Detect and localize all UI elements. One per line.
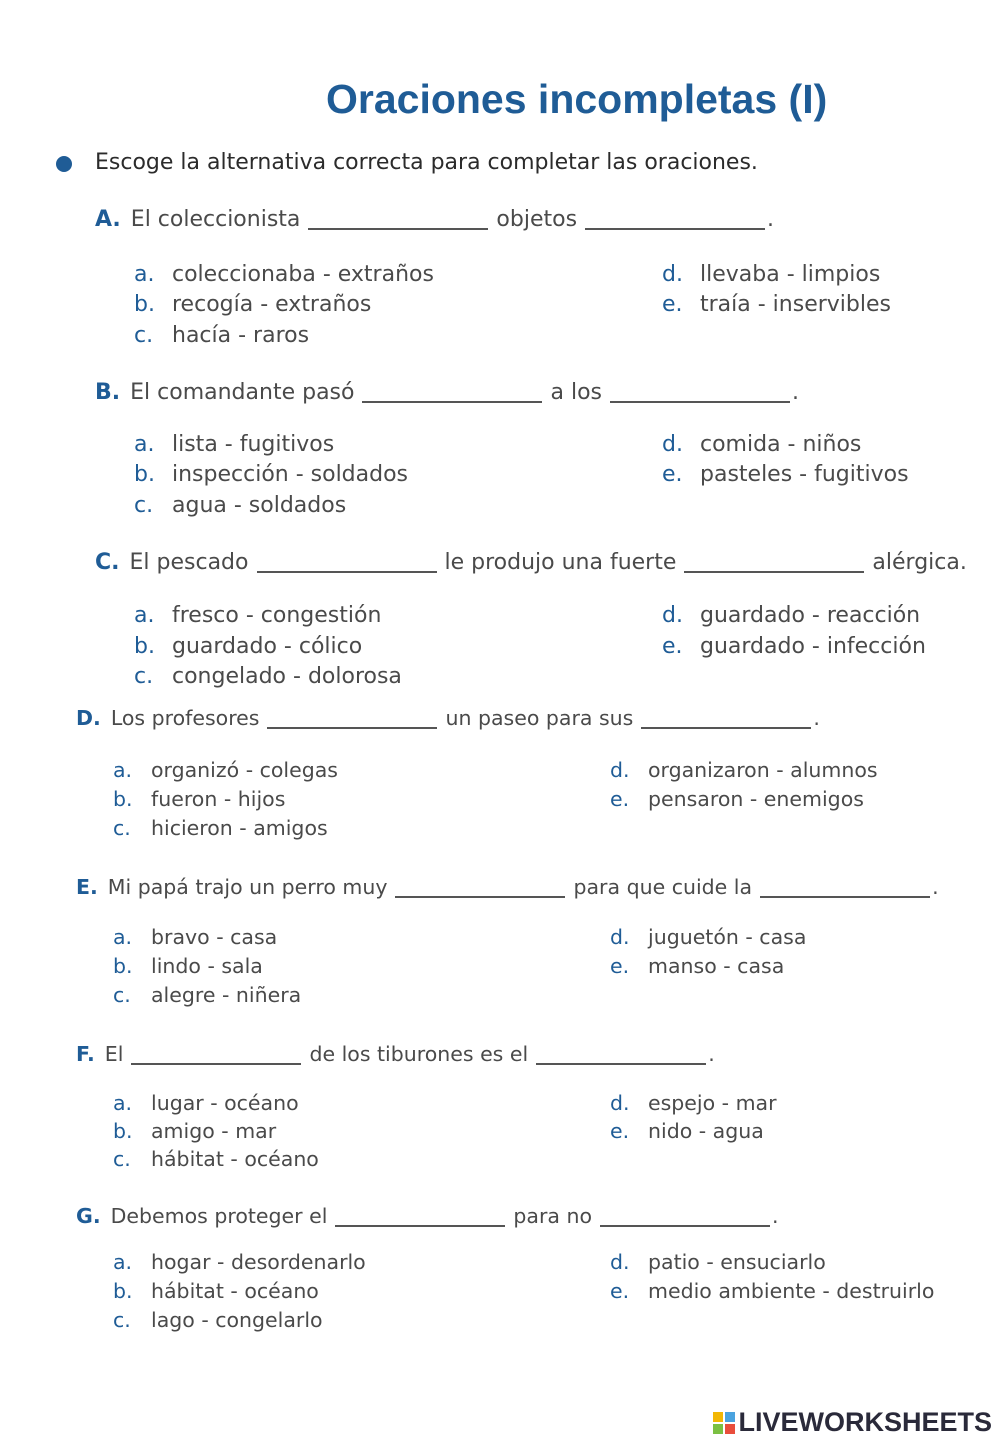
option-letter: d.	[610, 925, 630, 949]
option-a[interactable]	[113, 1250, 366, 1274]
option-letter: c.	[134, 323, 154, 348]
answer-blank-2[interactable]	[600, 1225, 770, 1227]
option-letter: b.	[113, 1119, 133, 1143]
option-a[interactable]	[113, 1091, 299, 1115]
option-letter: c.	[113, 1147, 131, 1171]
logo-square	[725, 1412, 735, 1422]
option-text: lista - fugitivos	[172, 432, 335, 457]
option-letter: b.	[113, 787, 133, 811]
option-letter: a.	[134, 432, 155, 457]
option-a[interactable]	[134, 432, 334, 457]
option-letter: d.	[610, 1250, 630, 1274]
option-text: manso - casa	[648, 954, 785, 978]
option-letter: e.	[610, 954, 630, 978]
option-e[interactable]	[610, 787, 864, 811]
option-d[interactable]	[610, 1091, 777, 1115]
answer-blank-1[interactable]	[267, 727, 437, 729]
option-text: organizaron - alumnos	[648, 758, 878, 782]
option-text: espejo - mar	[648, 1091, 777, 1115]
answer-blank-1[interactable]	[335, 1225, 505, 1227]
option-e[interactable]	[610, 954, 784, 978]
option-c[interactable]	[113, 1147, 319, 1171]
option-letter: d.	[662, 432, 683, 457]
option-letter: d.	[662, 603, 683, 628]
question-letter: C.	[95, 550, 120, 575]
option-b[interactable]	[134, 634, 362, 659]
answer-blank-2[interactable]	[641, 727, 811, 729]
option-text: congelado - dolorosa	[172, 664, 402, 689]
instruction-text: Escoge la alternativa correcta para completar las oraciones.	[95, 150, 758, 175]
option-text: guardado - reacción	[700, 603, 921, 628]
page-title: Oraciones incompletas (I)	[326, 76, 828, 122]
option-a[interactable]	[113, 925, 277, 949]
sentence-part: Los profesores	[110, 706, 260, 730]
option-b[interactable]	[134, 462, 408, 487]
option-letter: e.	[662, 292, 683, 317]
option-c[interactable]	[134, 493, 346, 518]
option-text: hacía - raros	[172, 323, 310, 348]
sentence-part: .	[792, 380, 799, 405]
question-sentence	[95, 207, 774, 232]
question-letter: D.	[76, 706, 101, 730]
sentence-part: a los	[550, 380, 602, 405]
option-text: nido - agua	[648, 1119, 764, 1143]
bullet-icon	[56, 156, 72, 172]
option-d[interactable]	[610, 1250, 826, 1274]
option-text: hábitat - océano	[151, 1147, 319, 1171]
option-text: juguetón - casa	[648, 925, 807, 949]
option-e[interactable]	[662, 292, 891, 317]
option-b[interactable]	[113, 954, 263, 978]
option-letter: e.	[662, 634, 683, 659]
option-letter: d.	[610, 1091, 630, 1115]
option-c[interactable]	[134, 323, 309, 348]
option-b[interactable]	[113, 1279, 319, 1303]
option-letter: b.	[134, 462, 155, 487]
option-c[interactable]	[113, 1308, 323, 1332]
question-sentence	[76, 1204, 779, 1228]
option-text: hábitat - océano	[151, 1279, 319, 1303]
answer-blank-1[interactable]	[131, 1063, 301, 1065]
question-letter: B.	[95, 380, 121, 405]
option-text: guardado - infección	[700, 634, 926, 659]
option-letter: c.	[134, 664, 154, 689]
option-text: hicieron - amigos	[151, 816, 328, 840]
sentence-part: alérgica.	[872, 550, 967, 575]
option-letter: b.	[113, 1279, 133, 1303]
option-e[interactable]	[610, 1119, 764, 1143]
option-d[interactable]	[662, 262, 880, 287]
answer-blank-1[interactable]	[395, 896, 565, 898]
option-a[interactable]	[113, 758, 338, 782]
sentence-part: le produjo una fuerte	[444, 550, 677, 575]
option-a[interactable]	[134, 262, 434, 287]
option-letter: a.	[113, 925, 133, 949]
option-letter: b.	[134, 292, 155, 317]
option-letter: e.	[662, 462, 683, 487]
option-d[interactable]	[662, 603, 920, 628]
answer-blank-1[interactable]	[308, 228, 488, 230]
option-text: guardado - cólico	[172, 634, 363, 659]
question-letter: F.	[76, 1042, 95, 1066]
sentence-part: .	[767, 207, 775, 232]
question-sentence	[95, 550, 967, 575]
option-c[interactable]	[134, 664, 402, 689]
option-b[interactable]	[113, 1119, 276, 1143]
option-text: recogía - extraños	[172, 292, 372, 317]
logo-text: LIVEWORKSHEETS	[738, 1407, 992, 1437]
sentence-part: El coleccionista	[130, 207, 301, 232]
option-letter: c.	[113, 1308, 131, 1332]
sentence-part: .	[813, 706, 820, 730]
question-letter: A.	[95, 207, 121, 232]
sentence-part: objetos	[496, 207, 578, 232]
option-text: patio - ensuciarlo	[648, 1250, 826, 1274]
option-text: organizó - colegas	[151, 758, 338, 782]
option-letter: e.	[610, 787, 630, 811]
option-a[interactable]	[134, 603, 381, 628]
answer-blank-1[interactable]	[362, 401, 542, 403]
answer-blank-2[interactable]	[760, 896, 930, 898]
option-text: comida - niños	[700, 432, 862, 457]
option-letter: c.	[113, 983, 131, 1007]
option-text: coleccionaba - extraños	[172, 262, 434, 287]
sentence-part: El comandante pasó	[130, 380, 355, 405]
answer-blank-1[interactable]	[257, 571, 437, 573]
option-text: amigo - mar	[151, 1119, 277, 1143]
option-e[interactable]	[662, 634, 926, 659]
option-letter: b.	[113, 954, 133, 978]
option-text: lugar - océano	[151, 1091, 299, 1115]
question-sentence	[76, 706, 820, 730]
answer-blank-2[interactable]	[536, 1063, 706, 1065]
option-text: medio ambiente - destruirlo	[648, 1279, 935, 1303]
option-d[interactable]	[610, 925, 806, 949]
question-sentence	[76, 1042, 715, 1066]
option-letter: a.	[113, 1091, 133, 1115]
sentence-part: Debemos proteger el	[110, 1204, 328, 1228]
option-b[interactable]	[113, 787, 285, 811]
sentence-part: .	[708, 1042, 715, 1066]
option-letter: c.	[134, 493, 154, 518]
option-e[interactable]	[610, 1279, 934, 1303]
sentence-part: Mi papá trajo un perro muy	[107, 875, 388, 899]
question-letter: E.	[76, 875, 98, 899]
option-letter: a.	[134, 603, 155, 628]
option-letter: a.	[134, 262, 155, 287]
option-text: fueron - hijos	[151, 787, 286, 811]
sentence-part: El	[104, 1042, 124, 1066]
answer-blank-2[interactable]	[585, 228, 765, 230]
option-text: fresco - congestión	[172, 603, 382, 628]
liveworksheets-logo[interactable]	[713, 1407, 992, 1438]
option-text: agua - soldados	[172, 493, 347, 518]
option-d[interactable]	[610, 758, 878, 782]
option-text: bravo - casa	[151, 925, 278, 949]
option-letter: a.	[113, 1250, 133, 1274]
question-sentence	[76, 875, 939, 899]
logo-icon	[713, 1412, 735, 1434]
option-text: llevaba - limpios	[700, 262, 881, 287]
option-letter: d.	[610, 758, 630, 782]
option-letter: a.	[113, 758, 133, 782]
option-letter: e.	[610, 1119, 630, 1143]
sentence-part: para que cuide la	[573, 875, 753, 899]
option-e[interactable]	[662, 462, 909, 487]
sentence-part: para no	[513, 1204, 593, 1228]
sentence-part: de los tiburones es el	[309, 1042, 529, 1066]
question-letter: G.	[76, 1204, 101, 1228]
option-c[interactable]	[113, 816, 328, 840]
option-text: inspección - soldados	[172, 462, 409, 487]
sentence-part: un paseo para sus	[445, 706, 634, 730]
logo-square	[713, 1424, 723, 1434]
answer-blank-2[interactable]	[610, 401, 790, 403]
option-letter: b.	[134, 634, 155, 659]
option-c[interactable]	[113, 983, 301, 1007]
option-b[interactable]	[134, 292, 371, 317]
logo-square	[713, 1412, 723, 1422]
answer-blank-2[interactable]	[684, 571, 864, 573]
sentence-part: .	[932, 875, 939, 899]
question-sentence	[95, 380, 799, 405]
option-letter: c.	[113, 816, 131, 840]
sentence-part: El pescado	[129, 550, 249, 575]
option-letter: d.	[662, 262, 683, 287]
option-text: lago - congelarlo	[151, 1308, 323, 1332]
option-text: alegre - niñera	[151, 983, 302, 1007]
option-text: hogar - desordenarlo	[151, 1250, 366, 1274]
option-text: pasteles - fugitivos	[700, 462, 909, 487]
logo-square	[725, 1424, 735, 1434]
option-d[interactable]	[662, 432, 861, 457]
sentence-part: .	[772, 1204, 779, 1228]
option-text: lindo - sala	[151, 954, 263, 978]
option-text: traía - inservibles	[700, 292, 891, 317]
option-letter: e.	[610, 1279, 630, 1303]
option-text: pensaron - enemigos	[648, 787, 864, 811]
